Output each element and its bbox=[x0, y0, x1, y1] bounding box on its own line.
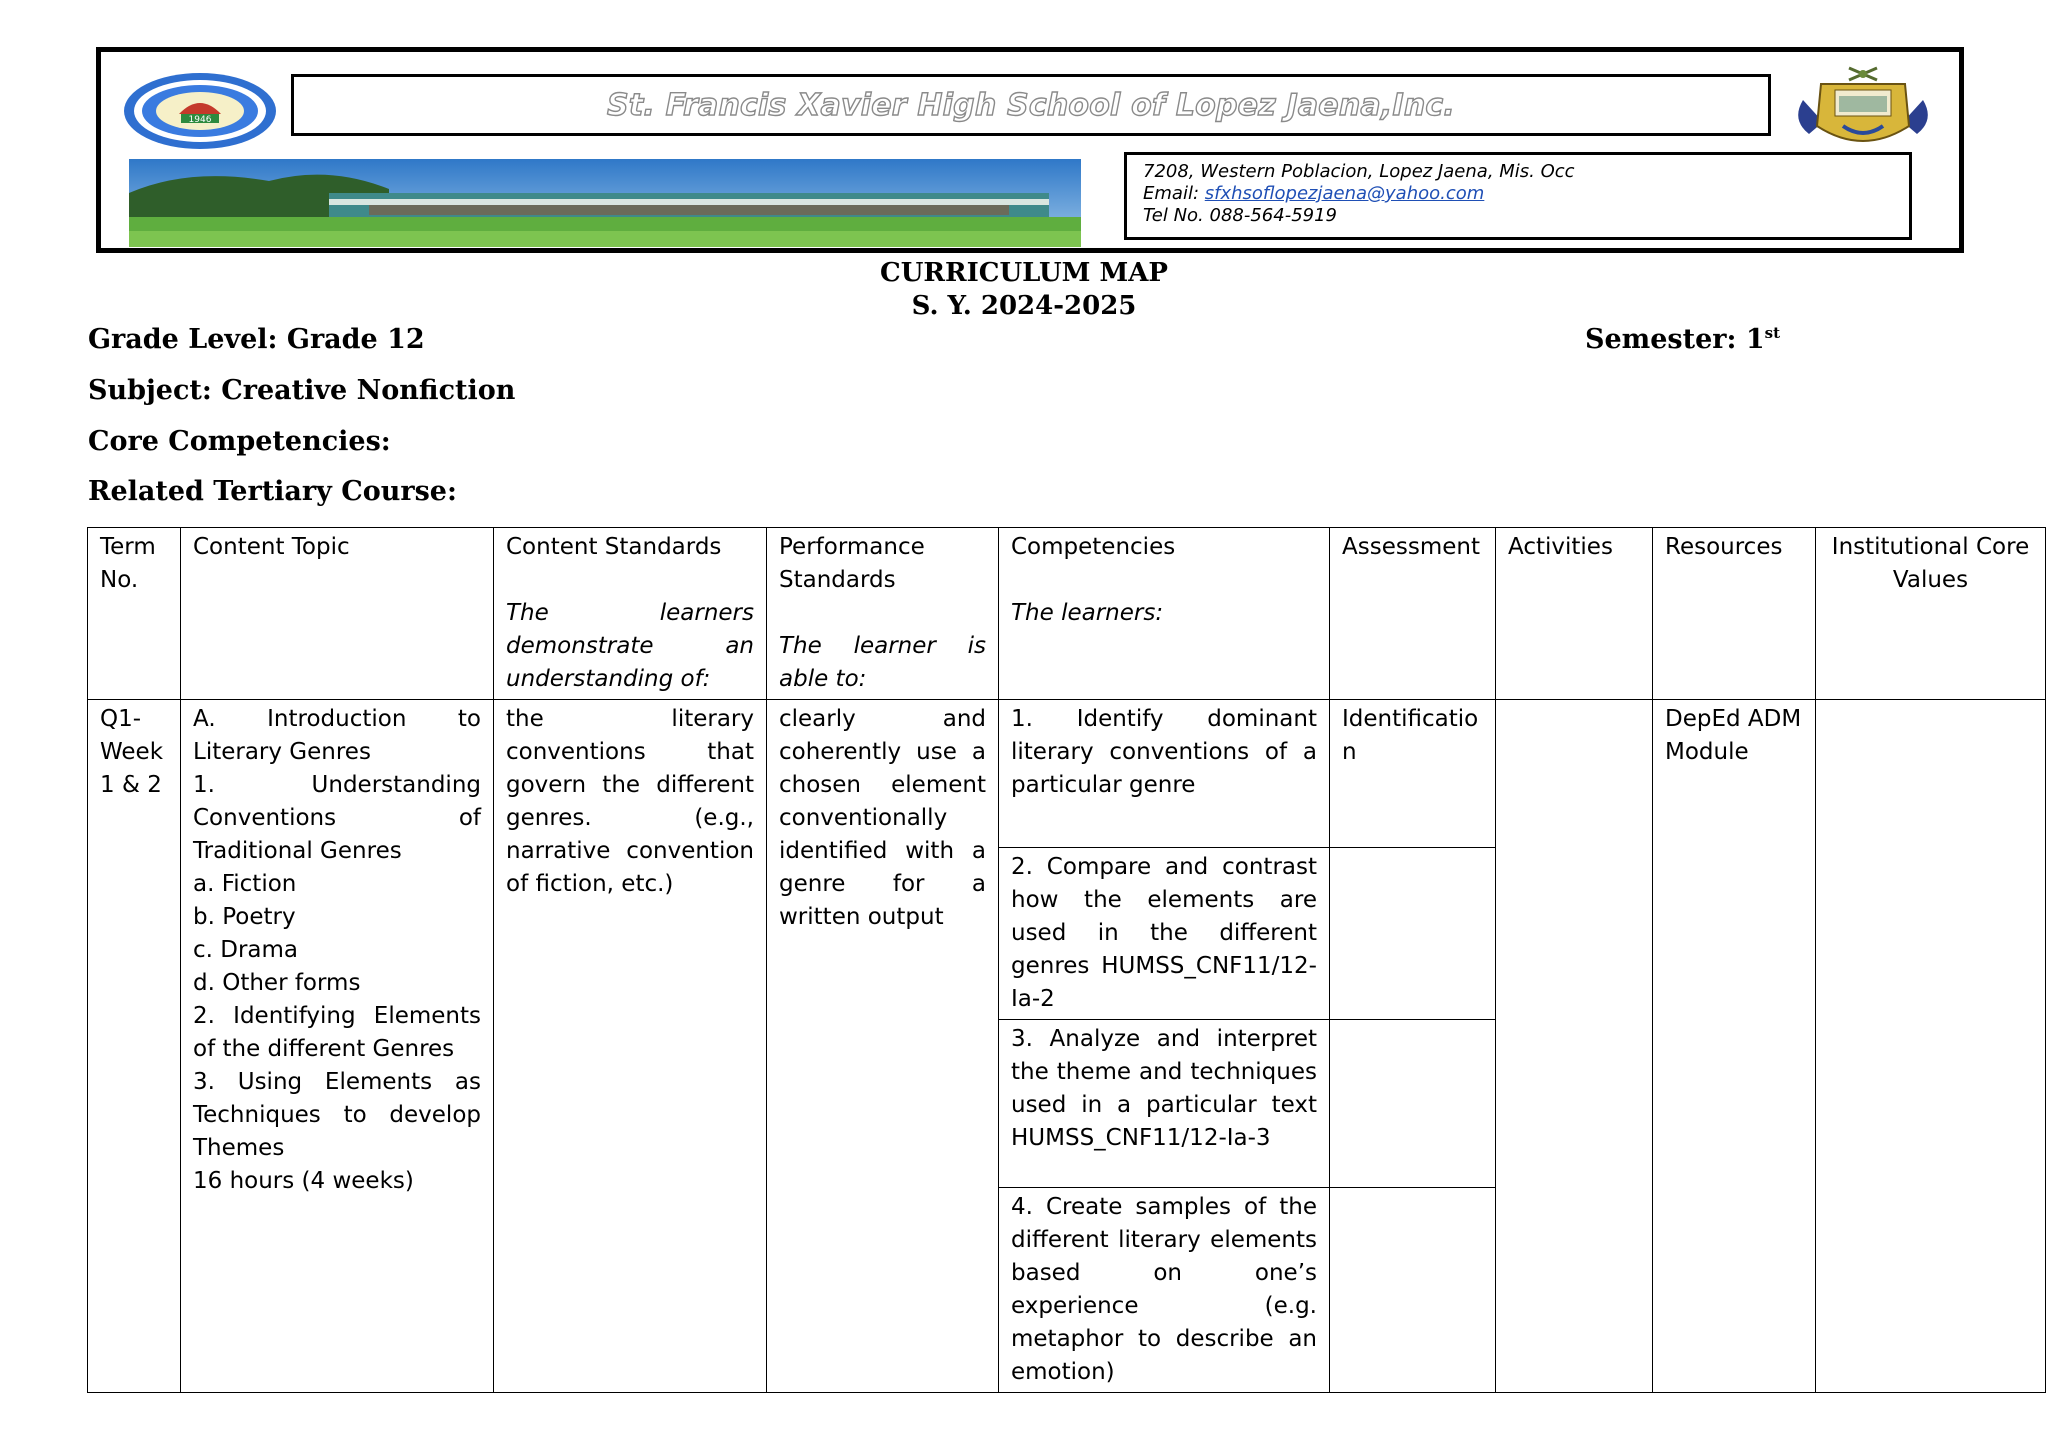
cell-activities bbox=[1496, 700, 1653, 1393]
school-building-photo bbox=[129, 159, 1081, 247]
cell-competency-1: 1. Identify dominant literary conventions of a particular genre bbox=[999, 700, 1330, 848]
cell-content-topic bbox=[181, 700, 494, 1393]
semester bbox=[1585, 324, 1780, 355]
topic-line: 1. Understanding Conventions of Traditional Genres bbox=[193, 772, 481, 864]
header-competencies-subtitle: The learners: bbox=[1011, 600, 1164, 626]
letterhead bbox=[96, 47, 1964, 253]
school-name-box bbox=[291, 74, 1771, 136]
telephone-number: Tel No. 088-564-5919 bbox=[1143, 205, 1338, 226]
header-term-no: Term No. bbox=[88, 528, 181, 700]
topic-line: 16 hours (4 weeks) bbox=[193, 1168, 414, 1194]
topic-line: d. Other forms bbox=[193, 970, 361, 996]
school-name: St. Francis Xavier High School of Lopez Jaena,Inc. bbox=[607, 87, 1455, 123]
header-competencies-title: Competencies bbox=[1011, 534, 1176, 560]
cell-competency-4: 4. Create samples of the different literary elements based on one’s experience (e.g. metaphor to describe an emotion) bbox=[999, 1188, 1330, 1393]
related-tertiary-course-label: Related Tertiary Course: bbox=[88, 476, 457, 507]
cell-resources: DepEd ADM Module bbox=[1653, 700, 1816, 1393]
topic-line: c. Drama bbox=[193, 937, 299, 963]
cell-assessment-2 bbox=[1330, 848, 1496, 1020]
header-performance-standards-title: Performance Standards bbox=[779, 534, 925, 593]
curriculum-map-table bbox=[87, 527, 2046, 1393]
document-title: CURRICULUM MAP bbox=[880, 258, 1168, 288]
cell-term: Q1- Week 1 & 2 bbox=[88, 700, 181, 1393]
semester-suffix: st bbox=[1764, 324, 1781, 342]
topic-line: 2. Identifying Elements of the different Genres bbox=[193, 1003, 481, 1062]
email-label: Email: bbox=[1143, 183, 1205, 204]
header-performance-standards bbox=[767, 528, 999, 700]
header-institutional-core-values: Institutional Core Values bbox=[1816, 528, 2046, 700]
cell-competency-2: 2. Compare and contrast how the elements are used in the different genres HUMSS_CNF11/12-Ia-2 bbox=[999, 848, 1330, 1020]
table-header-row bbox=[88, 528, 2046, 700]
header-resources: Resources bbox=[1653, 528, 1816, 700]
contact-info-box bbox=[1124, 152, 1912, 240]
header-performance-standards-subtitle: The learner is able to: bbox=[779, 633, 986, 692]
school-year: S. Y. 2024-2025 bbox=[911, 291, 1137, 321]
subject: Subject: Creative Nonfiction bbox=[88, 375, 516, 406]
school-seal-logo bbox=[121, 70, 279, 152]
crest-logo bbox=[1783, 60, 1943, 156]
cell-assessment-4 bbox=[1330, 1188, 1496, 1393]
topic-line: a. Fiction bbox=[193, 871, 297, 897]
header-content-topic: Content Topic bbox=[181, 528, 494, 700]
header-content-standards-title: Content Standards bbox=[506, 534, 722, 560]
svg-text:1946: 1946 bbox=[188, 115, 212, 125]
cell-content-standard: the literary conventions that govern the different genres. (e.g., narrative convention of fiction, etc.) bbox=[494, 700, 767, 1393]
core-competencies-label: Core Competencies: bbox=[88, 426, 391, 457]
cell-assessment-3 bbox=[1330, 1020, 1496, 1188]
cell-core-values bbox=[1816, 700, 2046, 1393]
topic-line: b. Poetry bbox=[193, 904, 296, 930]
header-content-standards-subtitle: The learners demonstrate an understanding of: bbox=[506, 600, 754, 692]
topic-line: 3. Using Elements as Techniques to develop Themes bbox=[193, 1069, 481, 1161]
header-content-standards bbox=[494, 528, 767, 700]
email-link[interactable]: sfxhsoflopezjaena@yahoo.com bbox=[1204, 183, 1485, 204]
topic-line: A. Introduction to Literary Genres bbox=[193, 706, 481, 765]
school-address: 7208, Western Poblacion, Lopez Jaena, Mis. Occ bbox=[1143, 161, 1575, 182]
header-assessment: Assessment bbox=[1330, 528, 1496, 700]
cell-performance-standard: clearly and coherently use a chosen element conventionally identified with a genre for a written output bbox=[767, 700, 999, 1393]
grade-level: Grade Level: Grade 12 bbox=[88, 324, 425, 355]
email-line bbox=[1143, 183, 1893, 205]
table-row bbox=[88, 700, 2046, 848]
header-activities: Activities bbox=[1496, 528, 1653, 700]
semester-label: Semester: 1 bbox=[1585, 324, 1765, 355]
cell-assessment-1: Identification bbox=[1330, 700, 1496, 848]
header-competencies bbox=[999, 528, 1330, 700]
cell-competency-3: 3. Analyze and interpret the theme and techniques used in a particular text HUMSS_CNF11/12-Ia-3 bbox=[999, 1020, 1330, 1188]
